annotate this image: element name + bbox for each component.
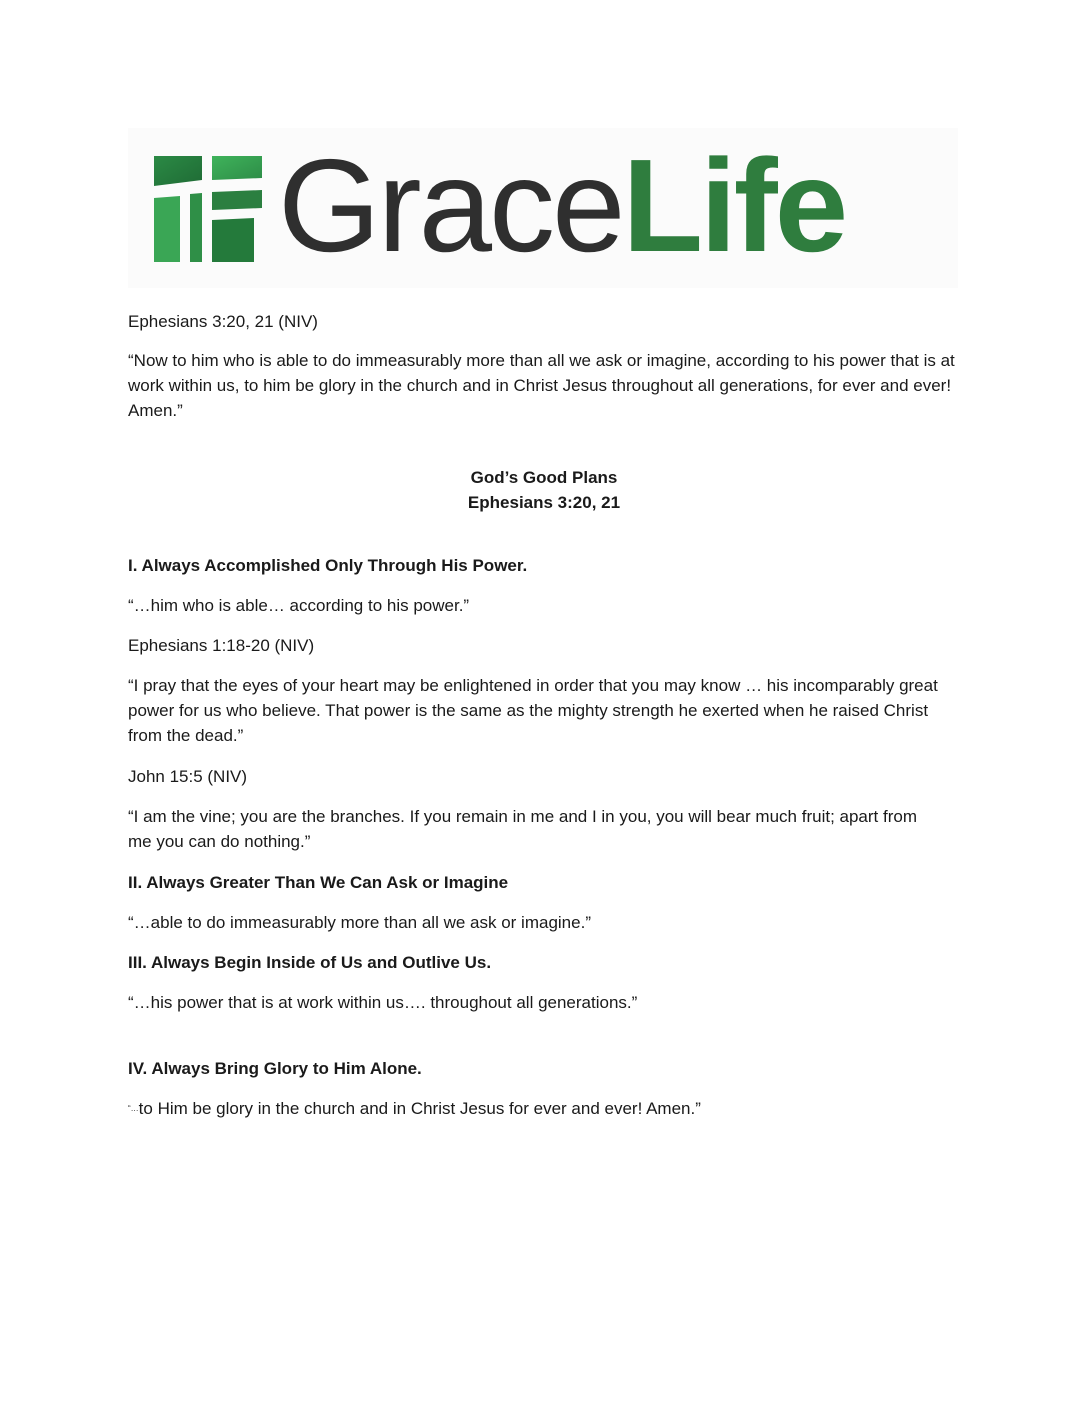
section-1-ref-1-reference: Ephesians 1:18-20 (NIV) — [128, 636, 315, 655]
section-2-excerpt: “…able to do immeasurably more than all we ask or imagine.” — [128, 913, 591, 932]
gracelife-logo — [128, 128, 958, 288]
sermon-subtitle: Ephesians 3:20, 21 — [467, 493, 621, 512]
section-3-heading: III. Always Begin Inside of Us and Outlive Us. — [128, 953, 492, 972]
section-1-ref-2-reference: John 15:5 (NIV) — [128, 767, 248, 786]
intro-quote: “Now to him who is able to do immeasurably more than all we ask or imagine, according to his power that is at work within us, to him be glory in the church and in Christ Jesus throughout all generations, for ever and ever! Amen.” — [128, 351, 955, 420]
section-3-excerpt: “…his power that is at work within us…. throughout all generations.” — [128, 993, 638, 1012]
section-4-quote-mark: “… — [128, 1104, 139, 1113]
sermon-title: God’s Good Plans — [470, 468, 618, 487]
section-1-heading: I. Always Accomplished Only Through His Power. — [128, 556, 528, 575]
section-2-heading: II. Always Greater Than We Can Ask or Imagine — [128, 873, 509, 892]
logo-word-grace: Grace — [278, 132, 623, 279]
section-1-excerpt: “…him who is able… according to his power.” — [128, 596, 470, 615]
section-4-excerpt: to Him be glory in the church and in Christ Jesus for ever and ever! Amen.” — [138, 1099, 701, 1118]
cross-logo-icon — [154, 156, 262, 262]
logo-word-life: Life — [622, 132, 846, 279]
logo-wordmark — [278, 132, 846, 279]
section-4-excerpt-line — [128, 1096, 968, 1121]
section-1-ref-1-quote: “I pray that the eyes of your heart may be enlightened in order that you may know … his incomparably great power for us who believe. That power is the same as the mighty strength he exerted when he raised Christ from the dead.” — [128, 676, 938, 745]
section-4-heading: IV. Always Bring Glory to Him Alone. — [128, 1059, 422, 1078]
intro-reference: Ephesians 3:20, 21 (NIV) — [128, 312, 318, 331]
section-1-ref-2-quote: “I am the vine; you are the branches. If you remain in me and I in you, you will bear much fruit; apart from me you can do nothing.” — [128, 807, 917, 851]
